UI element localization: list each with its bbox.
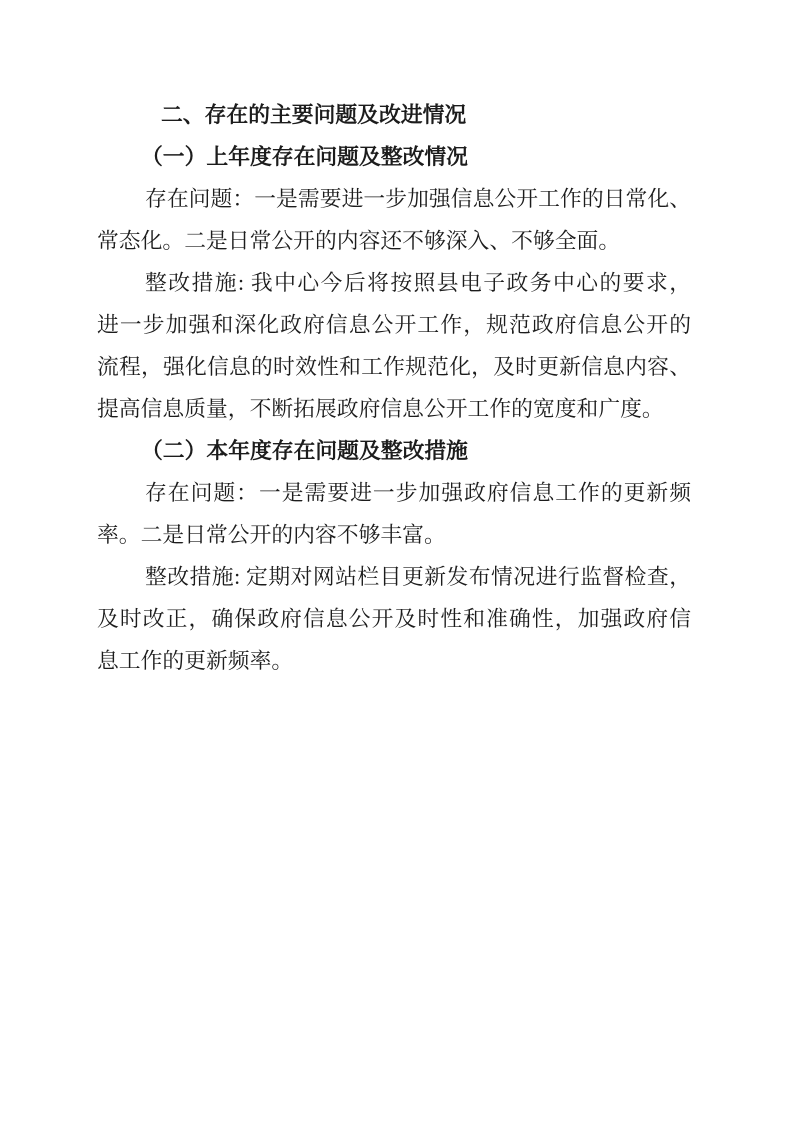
heading-sub-1-line-1: （一）上年度存在问题及整改情况	[141, 145, 468, 169]
para-problems-last-year	[97, 178, 691, 262]
heading-sub-2-line-1: （二）本年度存在问题及整改措施	[141, 439, 468, 463]
heading-main	[97, 94, 691, 136]
para-measures-this-year-line-2: 及时改正，确保政府信息公开及时性和准确性，加强政府信	[97, 607, 691, 631]
para-measures-this-year-line-1: 整改措施: 定期对网站栏目更新发布情况进行监督检查，	[145, 565, 691, 589]
para-measures-last-year-line-3: 流程，强化信息的时效性和工作规范化，及时更新信息内容、	[97, 355, 691, 379]
para-measures-last-year-line-2: 进一步加强和深化政府信息公开工作，规范政府信息公开的	[97, 313, 691, 337]
para-problems-this-year-line-1: 存在问题：一是需要进一步加强政府信息工作的更新频	[145, 481, 691, 505]
heading-main-line-1: 二、存在的主要问题及改进情况	[161, 103, 467, 127]
document-text-block	[97, 94, 691, 682]
para-measures-last-year-line-1: 整改措施: 我中心今后将按照县电子政务中心的要求，	[145, 271, 691, 295]
para-problems-last-year-line-1: 存在问题：一是需要进一步加强信息公开工作的日常化、	[145, 187, 691, 211]
para-problems-this-year	[97, 472, 691, 556]
para-measures-last-year-line-4: 提高信息质量，不断拓展政府信息公开工作的宽度和广度。	[97, 397, 664, 421]
para-measures-last-year	[97, 262, 691, 430]
para-measures-this-year-line-3: 息工作的更新频率。	[97, 649, 294, 673]
heading-sub-1	[97, 136, 691, 178]
para-measures-this-year	[97, 556, 691, 682]
para-problems-last-year-line-2: 常态化。二是日常公开的内容还不够深入、不够全面。	[97, 229, 621, 253]
heading-sub-2	[97, 430, 691, 472]
para-problems-this-year-line-2: 率。二是日常公开的内容不够丰富。	[97, 523, 446, 547]
